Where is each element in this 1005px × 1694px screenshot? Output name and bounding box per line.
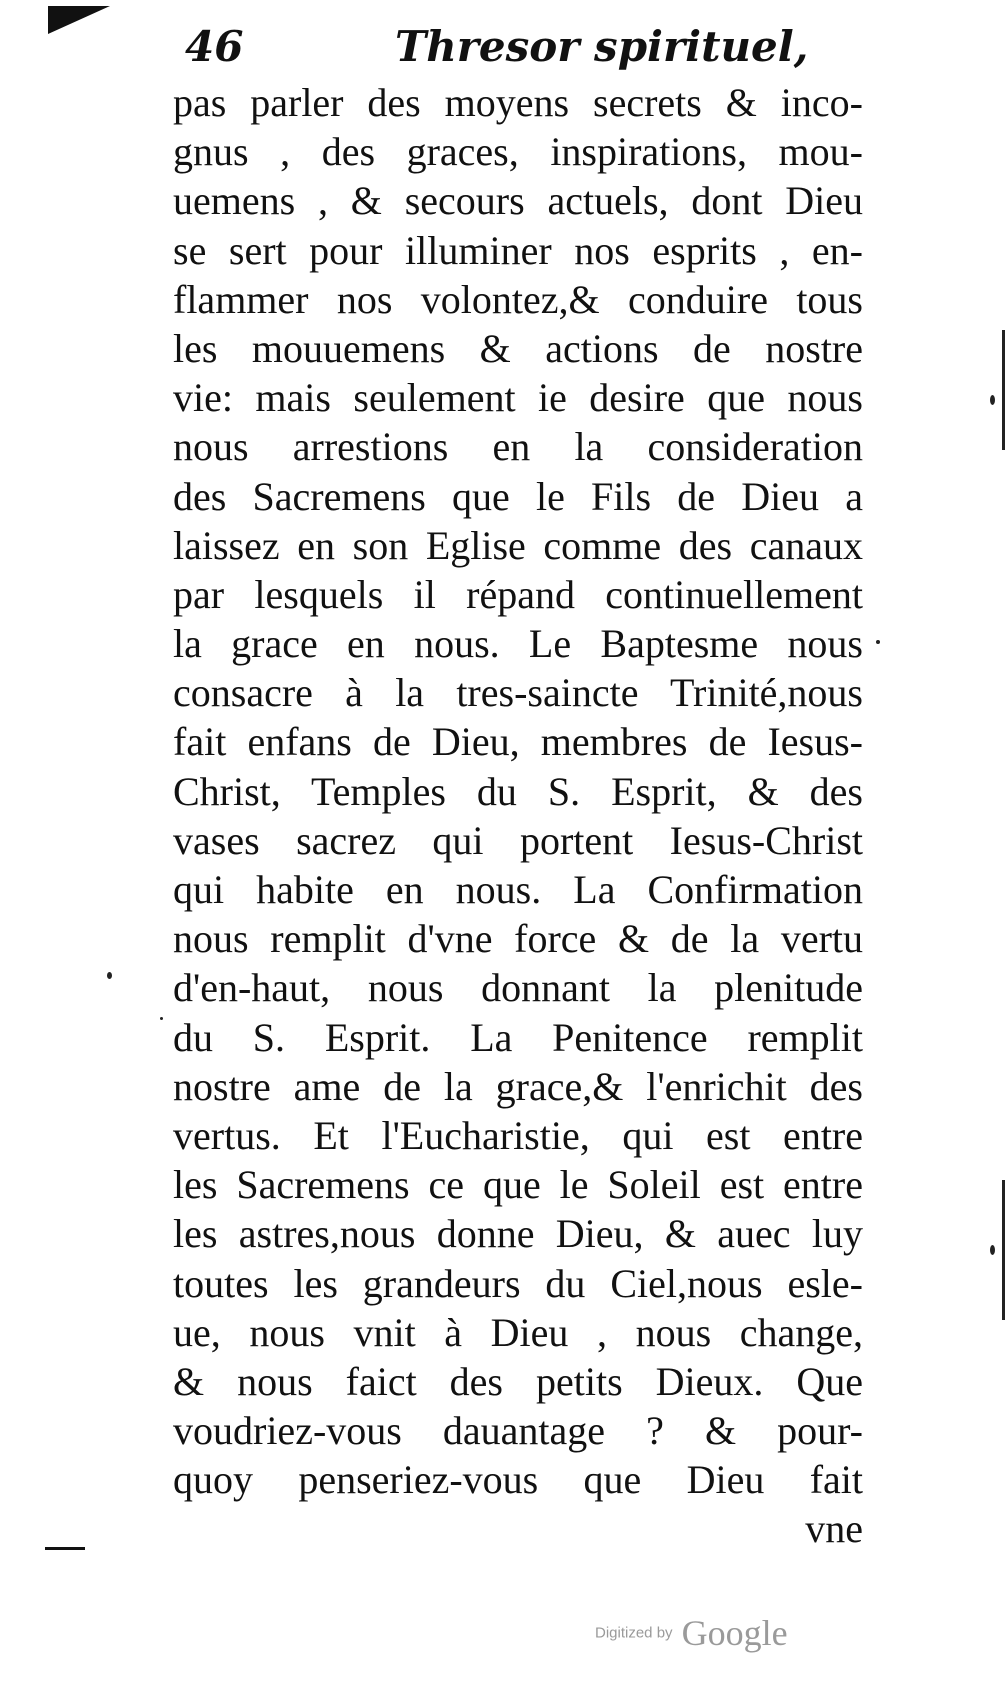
text-line: ue, nous vnit à Dieu , nous change, — [173, 1309, 863, 1355]
text-line: du S. Esprit. La Penitence remplit — [173, 1014, 863, 1060]
text-line: pas parler des moyens secrets & inco- — [173, 80, 863, 125]
text-line: toutes les grandeurs du Ciel,nous esle- — [173, 1260, 863, 1306]
text-line: la grace en nous. Le Baptesme nous — [173, 621, 863, 667]
ink-speck — [160, 1017, 163, 1020]
running-title: Thresor spirituel, — [395, 22, 809, 71]
ink-speck — [990, 395, 995, 405]
watermark-prefix: Digitized by — [595, 1624, 673, 1642]
text-line: nous remplit d'vne force & de la vertu — [173, 916, 863, 962]
text-line: les mouuemens & actions de nostre — [173, 325, 863, 371]
text-line: les astres,nous donne Dieu, & auec luy — [173, 1211, 863, 1257]
text-line: nostre ame de la grace,& l'enrichit des — [173, 1063, 863, 1109]
watermark-brand: Google — [681, 1613, 788, 1653]
page-number: 46 — [185, 22, 244, 71]
text-line: & nous faict des petits Dieux. Que — [173, 1358, 863, 1404]
text-line: voudriez-vous dauantage ? & pour- — [173, 1408, 863, 1454]
text-line: fait enfans de Dieu, membres de Iesus- — [173, 719, 863, 765]
text-line: vie: mais seulement ie desire que nous — [173, 375, 863, 421]
text-line: flammer nos volontez,& conduire tous — [173, 276, 863, 322]
digitized-watermark — [595, 1612, 788, 1654]
corner-ink-mark — [48, 6, 110, 34]
page-header — [185, 22, 809, 82]
margin-dash-mark — [45, 1547, 85, 1550]
text-line: qui habite en nous. La Confirmation — [173, 867, 863, 912]
text-line: se sert pour illuminer nos esprits , en- — [173, 227, 863, 273]
text-line: laissez en son Eglise comme des canaux — [173, 522, 863, 568]
text-line: par lesquels il répand continuellement — [173, 571, 863, 617]
text-line: vertus. Et l'Eucharistie, qui est entre — [173, 1112, 863, 1158]
text-line: quoy penseriez-vous que Dieu fait — [173, 1457, 863, 1503]
text-line: d'en-haut, nous donnant la plenitude — [173, 965, 863, 1011]
body-text — [173, 78, 863, 1554]
catchword: vne — [805, 1506, 863, 1552]
ink-speck — [107, 972, 112, 979]
text-line: consacre à la tres-saincte Trinité,nous — [173, 670, 863, 716]
text-line: Christ, Temples du S. Esprit, & des — [173, 768, 863, 814]
ink-speck — [876, 640, 880, 644]
text-line: uemens , & secours actuels, dont Dieu — [173, 178, 863, 224]
text-line: des Sacremens que le Fils de Dieu a — [173, 473, 863, 519]
text-line: les Sacremens ce que le Soleil est entre — [173, 1162, 863, 1208]
text-line: gnus , des graces, inspirations, mou- — [173, 129, 863, 175]
text-line: nous arrestions en la consideration — [173, 424, 863, 470]
ink-speck — [990, 1245, 995, 1255]
text-line: vases sacrez qui portent Iesus-Christ — [173, 817, 863, 863]
